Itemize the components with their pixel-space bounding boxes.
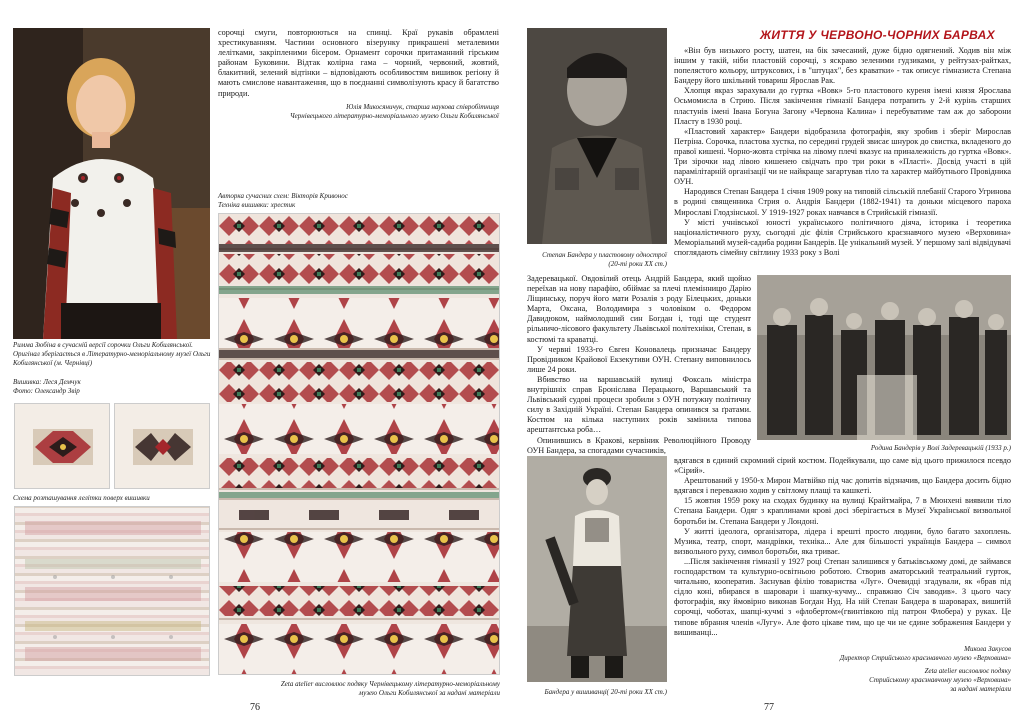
scout-photo-illustration: [527, 28, 667, 244]
bandera-vyshyvanka-photo: [527, 456, 667, 682]
vyshyvanka-photo-illustration: [527, 456, 667, 682]
page-number-right: 77: [764, 702, 774, 713]
scheme-author: Авторка сучасних схем: Вікторія Кривонос: [218, 192, 348, 200]
col3-paragraph-4: У житті ідеолога, організатора, лідера і врешті просто людини, було багато захоплень. Музика, театр, спорт, мандрівки, техніка... Але для більшості українців Бандера – символ визвольного руху, символ боротьби, яка триває.: [674, 526, 1011, 556]
family-photo-caption: Родина Бандерів у Волі Задеревацькій (1933 р.): [870, 444, 1011, 452]
woman-portrait-photo: [13, 28, 210, 339]
article-author-name: Микола Закусов: [964, 645, 1011, 653]
embroidery-credit: Вишивка: Леся Демчук: [13, 378, 81, 386]
col2-paragraph-4: Опинившись в Кракові, кервіник Революційного Проводу ОУН Бандера, за спогадами сучасників,: [527, 435, 751, 455]
leletka-scheme: [14, 506, 210, 676]
col1-paragraph-3: «Пластовий характер» Бандери відобразила фотографія, яку зробив і зберіг Мирослав Петріна. Сорочка, пластова хустка, по середині грудей звисає шнурок до свистка, вкладеного до правої кишені. Чорно-жовта стрічка на лівому плечі вказує на приналежність до гуртка «Вовк». Три зірочки над лівою кишенею свідчать про три роки в «Пласті». Досвід участі в цій парамілітарній організації чи не найкраще загартував тіло та характер майбутнього Провідника ОУН.: [674, 126, 1011, 187]
right-acknowledgement-line2: Стрийському краєзнавчому музею «Верховина»: [869, 676, 1011, 684]
author-signature-name: Юлія Микосяничук, старша наукова співробітниця: [346, 103, 499, 111]
col2-paragraph-1: Задеревацької. Овдовілий отець Андрій Бандера, який щойно переїхав на нову парафію, обіймає за плечі племінницю Дарію Ліщинську, поруч його мати Розалія з роду Білецьких, доньки Марта, Оксана, Володимира з чоловіком о. Федором Давидюком, наймолодший син Богдан і, тоді ще студент рільничо-лісового факультету Львівської політехніки, Степан, в костюмі та краватці.: [527, 274, 751, 344]
scout-photo-caption-1: Степан Бандера у пластовому однострої: [542, 251, 667, 259]
portrait-caption: Римма Зюбіна в сучасній версії сорочки Ольги Кобилянської. Оригінал зберігається в Літературно-меморіальному музеї Ольги Кобилянської (м. Чернівці): [13, 341, 211, 367]
article-col3: [674, 456, 1011, 638]
article-heading: ЖИТТЯ У ЧЕРВОНО-ЧОРНИХ БАРВАХ: [760, 28, 995, 42]
photo-credit: Фото: Олександр Звір: [13, 387, 80, 395]
bandera-family-photo: [757, 275, 1011, 440]
scout-photo-caption-2: (20-ті роки XX ст.): [608, 260, 667, 268]
right-acknowledgement-line3: за надані матеріали: [950, 685, 1011, 693]
col2-paragraph-3: Вбивство на варшавській вулиці Фоксаль міністра внутрішніх справ Броніслава Перацького, Варшавський та Львівський судові процеси зробили з ОУН потужну політичну силу в Західній Україні. Степан Бандера опинився за ґратами. Костюм на кілька наступних років замінила типова арештантська роба…: [527, 374, 751, 435]
right-page: [512, 0, 1024, 724]
col1-paragraph-5: У місті учнівської юності українського політичного діяча, історика і теоретика націоналістичного руху, сьогодні діє філія Стрийського краєзнавчого музею «Верховина» Меморіальний музей-садиба родини Бандерів. Це унікальний музей. У першому залі відвідувачі споглядають сімейну світлину 1933 року з Волі: [674, 217, 1011, 257]
scheme-caption: Схема розташування лелітки поверх вишивки: [13, 494, 150, 502]
col3-paragraph-1: вдягався в єдиний скромний сірий костюм. Подейкували, що саме від цього прижилося псевдо «Сірий».: [674, 456, 1011, 476]
col1-paragraph-1: «Він був низького росту, шатен, на бік зачесаний, дуже бідно одягнений. Ходив він між іншим у такій, ніби пластовій сорочці, з яскраво зеленими гудзиками, у рейтузах-райтках, попелястого кольору, штрукcових, і в "штуцах", без краватки» - так описує гімназиста Степана Бандеру його шкільний товариш Ярослав Рак.: [674, 46, 1011, 86]
small-pattern-right: [114, 403, 210, 489]
col3-paragraph-5: ...Після закінчення гімназії у 1927 році Степан залишився у батьківському домі, де займався господарством та культурно-освітньою роботою. Створив аматорський театральний гурток, читальню, кооператив. Заснував філію товариства «Луг». Очевидці згадували, як «брав під сідло коні, вбирався в шаровари і шапку-кучму... справжню Січ заводив». З цього часу фотографія, яку ймовірно виконав Богдан Нуд. На ній Степан Бандера в шароварах, вишитій сорочці, чоботах, шапці-кучмі з «флобертом»(гвинтівкою під патрон Флобера) у руках. Це типове вбрання членів «Лугу». Але фото цікаве тим, що це чи не єдине зображення Бандери у вишиванці...: [674, 556, 1011, 637]
stitch-technique: Техніка вишивки: хрестик: [218, 201, 296, 209]
bandera-scout-photo: [527, 28, 667, 244]
col3-paragraph-3: 15 жовтня 1959 року на сходах будинку на вулиці Крайтмайра, 7 в Мюнхені виявили тіло Степана Бандери. Одяг з краплинами крові досі зберігається в Музеї Української визвольної боротьби ім. Степана Бандери у Лондоні.: [674, 496, 1011, 526]
right-acknowledgement-line1: Zeta atelier висловлює подяку: [924, 667, 1011, 675]
page-number-left: 76: [250, 702, 260, 713]
intro-paragraph: сорочці смуги, повторюються на спинці. Краї рукавів обрамлені хрестикуванням. Частини основного візерунку прикрашені металевими лелітками, закріпленими бісером. Орнамент сорочки притаманний гірським районам Буковини. Відтак колірна гама – чорний, червоний, жовтий, блакитний, зелений відтінки – відповідають особливостям вишивок регіону й мають смислове навантаження, що в поєднанні символізують красу й багатство природи.: [218, 28, 499, 98]
author-signature-org: Чернівецького літературно-меморіального музею Ольги Кобилянської: [289, 112, 499, 120]
family-photo-illustration: [757, 275, 1011, 440]
col1-paragraph-4: Народився Степан Бандера 1 січня 1909 року на типовій сільській плебанії Старого Угринова в родині священника Стрия о. Андрія Бандери (1882-1941) та доньки місцевого пароха Мирославі Глодзінської. У 1919-1927 роках навчався в Стрийській гімназії.: [674, 187, 1011, 217]
col1-paragraph-2: Хлопця якраз зарахували до гуртка «Вовк» 5-го пластового куреня імені князя Ярослава Осьмомисла в Стрию. Після закінчення гімназії Бандера потрапить у 2-й курінь старших пластунів імені Івана Богуна Загону «Червона Калина» і перебуватиме там аж до заборони Пласту в 1930 році.: [674, 86, 1011, 126]
main-embroidery-scheme: [218, 213, 500, 675]
col2-paragraph-2: У червні 1933-го Євген Коновалець призначає Бандеру Провідником Крайової Екзекутиви ОУН. Степану виповнилось лише 24 роки.: [527, 344, 751, 374]
article-author-title: Директор Стрийського краєзнавчого музею «Верховина»: [839, 654, 1011, 662]
intro-text: [218, 28, 499, 99]
main-embroidery-scheme-graphic: [219, 214, 500, 675]
left-acknowledgement-line2: музею Ольги Кобилянської за надані матеріали: [358, 689, 500, 697]
article-col2: [527, 274, 751, 456]
vyshyvanka-photo-caption: Бандера у вишиванці( 20-ті роки XX ст.): [544, 688, 667, 696]
portrait-illustration: [13, 28, 210, 339]
col3-paragraph-2: Арештований у 1950-х Мирон Матвійко під час допитів відзначив, що Бандера досить бідно вдягався і переважно ходив у світлому плащі та кашкеті.: [674, 476, 1011, 496]
small-pattern-left-graphic: [15, 404, 110, 489]
left-acknowledgement-line1: Zeta atelier висловлює подяку Чернівецькому літературно-меморіальному: [280, 680, 500, 688]
article-col1: [674, 46, 1011, 258]
leletka-scheme-graphic: [15, 507, 210, 676]
small-pattern-right-graphic: [115, 404, 210, 489]
small-pattern-left: [14, 403, 110, 489]
